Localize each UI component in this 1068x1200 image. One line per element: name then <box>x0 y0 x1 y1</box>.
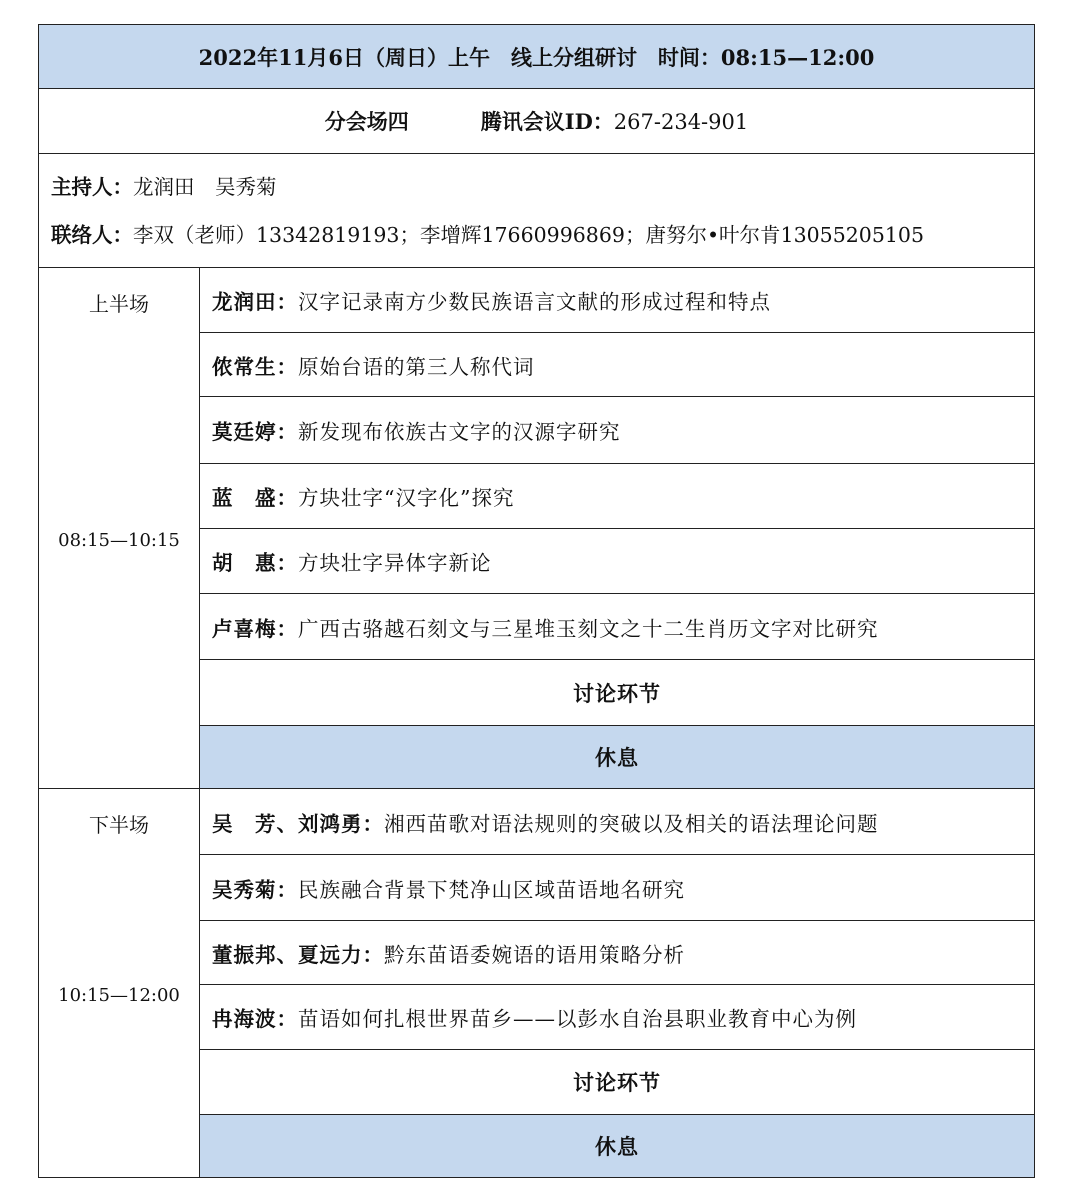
session-2-label-cell <box>39 789 200 1178</box>
session-2-talk-row <box>39 789 1035 855</box>
talk-item <box>200 855 1035 921</box>
speaker-name: 吴秀菊： <box>212 877 298 902</box>
schedule-header: 2022年11月6日（周日）上午 线上分组研讨 时间：08:15—12:00 <box>39 25 1035 89</box>
session-1-talk-row <box>39 268 1035 333</box>
hosts-label: 主持人： <box>51 174 133 199</box>
speaker-name: 莫廷婷： <box>212 420 298 444</box>
schedule-table <box>38 24 1035 1178</box>
speaker-name: 卢喜梅： <box>212 616 298 641</box>
discussion-label: 讨论环节 <box>200 660 1035 726</box>
talk-item <box>200 921 1035 985</box>
speaker-name: 董振邦、夏远力： <box>212 942 384 967</box>
talk-item <box>200 268 1035 333</box>
venue-cell <box>39 89 1035 154</box>
talk-item <box>200 397 1035 464</box>
speaker-name: 龙润田： <box>212 290 298 314</box>
meeting-id: 267-234-901 <box>613 110 749 134</box>
break-label: 休息 <box>200 1115 1035 1178</box>
talk-title: 汉字记录南方少数民族语言文献的形成过程和特点 <box>298 290 771 314</box>
talk-item <box>200 594 1035 660</box>
talk-title: 方块壮字异体字新论 <box>298 551 492 575</box>
talk-title: 苗语如何扎根世界苗乡——以彭水自治县职业教育中心为例 <box>298 1007 857 1031</box>
session-2-time: 10:15—12:00 <box>58 985 180 1006</box>
session-1-name: 上半场 <box>89 292 149 316</box>
discussion-label: 讨论环节 <box>200 1050 1035 1115</box>
speaker-name: 冉海波： <box>212 1007 298 1031</box>
talk-title: 民族融合背景下梵净山区域苗语地名研究 <box>298 877 685 902</box>
session-2-name: 下半场 <box>89 813 149 837</box>
talk-title: 广西古骆越石刻文与三星堆玉刻文之十二生肖历文字对比研究 <box>298 616 879 641</box>
contacts-value: 李双（老师）13342819193；李增辉17660996869；唐努尔•叶尔肯13055205105 <box>133 222 925 247</box>
talk-item <box>200 985 1035 1050</box>
talk-title: 新发现布依族古文字的汉源字研究 <box>298 420 621 444</box>
contacts-label: 联络人： <box>51 222 133 247</box>
session-1-label-cell <box>39 268 200 789</box>
contact-cell <box>39 154 1035 268</box>
contact-row <box>39 154 1035 268</box>
talk-item <box>200 464 1035 529</box>
venue-name: 分会场四 <box>324 109 409 134</box>
talk-title: 方块壮字“汉字化”探究 <box>298 486 515 510</box>
speaker-name: 吴 芳、刘鸿勇： <box>212 811 384 836</box>
header-row <box>39 25 1035 89</box>
talk-item <box>200 333 1035 397</box>
talk-item <box>200 529 1035 594</box>
talk-item <box>200 789 1035 855</box>
session-1-time: 08:15—10:15 <box>58 530 180 551</box>
talk-title: 原始台语的第三人称代词 <box>298 354 535 379</box>
speaker-name: 胡 惠： <box>212 551 298 575</box>
talk-title: 湘西苗歌对语法规则的突破以及相关的语法理论问题 <box>384 811 879 836</box>
hosts-line <box>51 163 1034 211</box>
venue-row <box>39 89 1035 154</box>
contacts-line <box>51 211 1034 259</box>
meeting-id-label: 腾讯会议ID： <box>480 109 614 134</box>
break-label: 休息 <box>200 726 1035 789</box>
speaker-name: 蓝 盛： <box>212 486 298 510</box>
talk-title: 黔东苗语委婉语的语用策略分析 <box>384 942 685 967</box>
speaker-name: 侬常生： <box>212 354 298 379</box>
hosts-value: 龙润田 吴秀菊 <box>133 174 277 199</box>
